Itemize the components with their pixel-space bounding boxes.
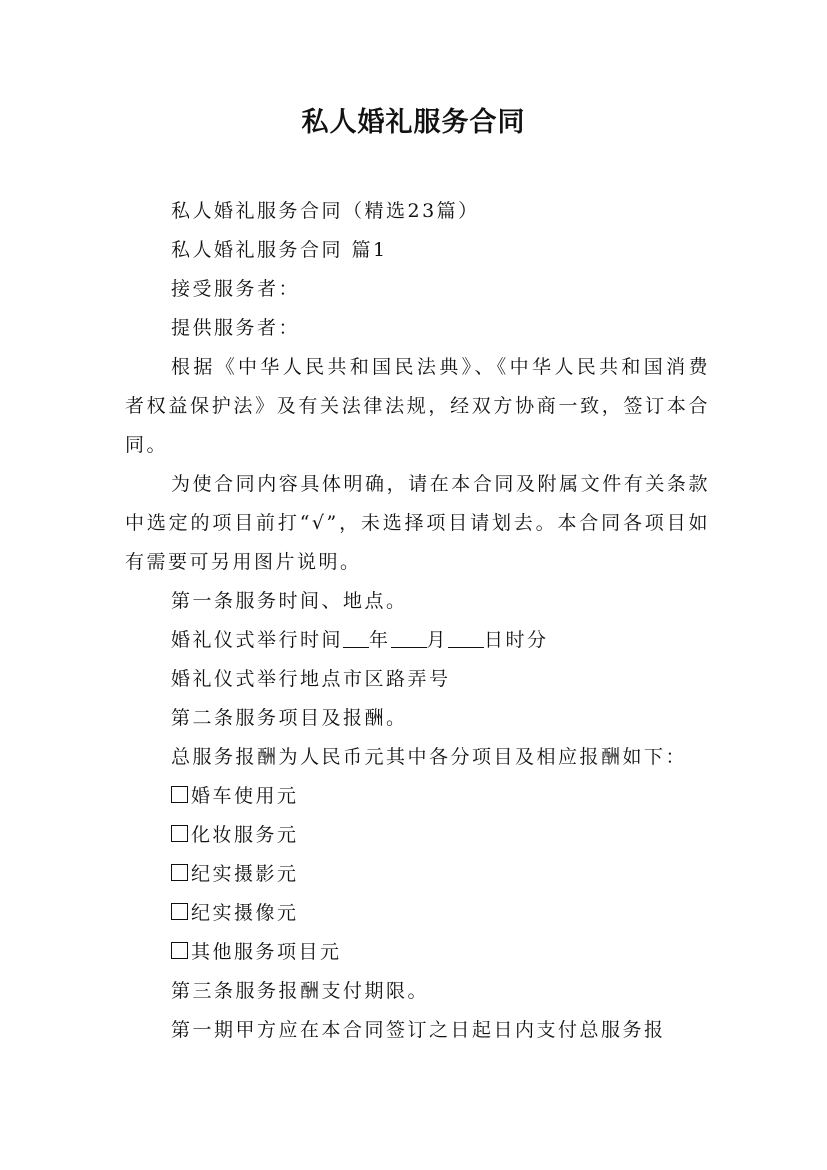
paragraph-service-recipient: 接受服务者： — [171, 278, 301, 300]
day-time-label: 日时分 — [484, 629, 549, 651]
document-body — [125, 192, 710, 1050]
paragraph-ceremony-location: 婚礼仪式举行地点市区路弄号 — [171, 668, 451, 690]
checkbox-item-label: 其他服务项目元 — [191, 941, 342, 963]
paragraph-article-2: 第二条服务项目及报酬。 — [171, 707, 408, 729]
checkbox-icon[interactable] — [171, 786, 188, 803]
paragraph-total-fee: 总服务报酬为人民币元其中各分项目及相应报酬如下： — [171, 746, 688, 768]
paragraph-first-payment: 第一期甲方应在本合同签订之日起日内支付总服务报 — [171, 1019, 666, 1041]
checkbox-item — [125, 777, 710, 816]
checkbox-icon[interactable] — [171, 825, 188, 842]
document-title: 私人婚礼服务合同 — [301, 107, 526, 138]
checkbox-icon[interactable] — [171, 903, 188, 920]
checkbox-item-label: 化妆服务元 — [191, 824, 299, 846]
paragraph-section-heading: 私人婚礼服务合同 篇1 — [171, 239, 388, 261]
checkbox-icon[interactable] — [171, 864, 188, 881]
paragraph-subtitle: 私人婚礼服务合同（精选23篇） — [171, 200, 480, 222]
year-blank — [343, 627, 369, 648]
checkbox-item — [125, 933, 710, 972]
paragraph-service-provider: 提供服务者： — [171, 317, 301, 339]
year-label: 年 — [369, 629, 391, 651]
checkbox-icon[interactable] — [171, 942, 188, 959]
paragraph-legal-basis: 根据《中华人民共和国民法典》、《中华人民共和国消费者权益保护法》及有关法律法规，经双方协商一致，签订本合同。 — [125, 356, 710, 456]
checkbox-item — [125, 816, 710, 855]
ceremony-time-label: 婚礼仪式举行时间 — [171, 629, 344, 651]
checkbox-item-label: 纪实摄影元 — [191, 863, 299, 885]
paragraph-article-3: 第三条服务报酬支付期限。 — [171, 980, 430, 1002]
paragraph-article-1: 第一条服务时间、地点。 — [171, 590, 408, 612]
month-blank — [391, 627, 427, 648]
day-blank — [448, 627, 484, 648]
paragraph-ceremony-time — [125, 621, 710, 660]
checkbox-item — [125, 855, 710, 894]
checkbox-item — [125, 894, 710, 933]
paragraph-instructions: 为使合同内容具体明确，请在本合同及附属文件有关条款中选定的项目前打“√”，未选择项目请划去。本合同各项目如有需要可另用图片说明。 — [125, 473, 710, 573]
checkbox-item-label: 纪实摄像元 — [191, 902, 299, 924]
month-label: 月 — [426, 629, 449, 651]
checkbox-item-label: 婚车使用元 — [191, 785, 299, 807]
